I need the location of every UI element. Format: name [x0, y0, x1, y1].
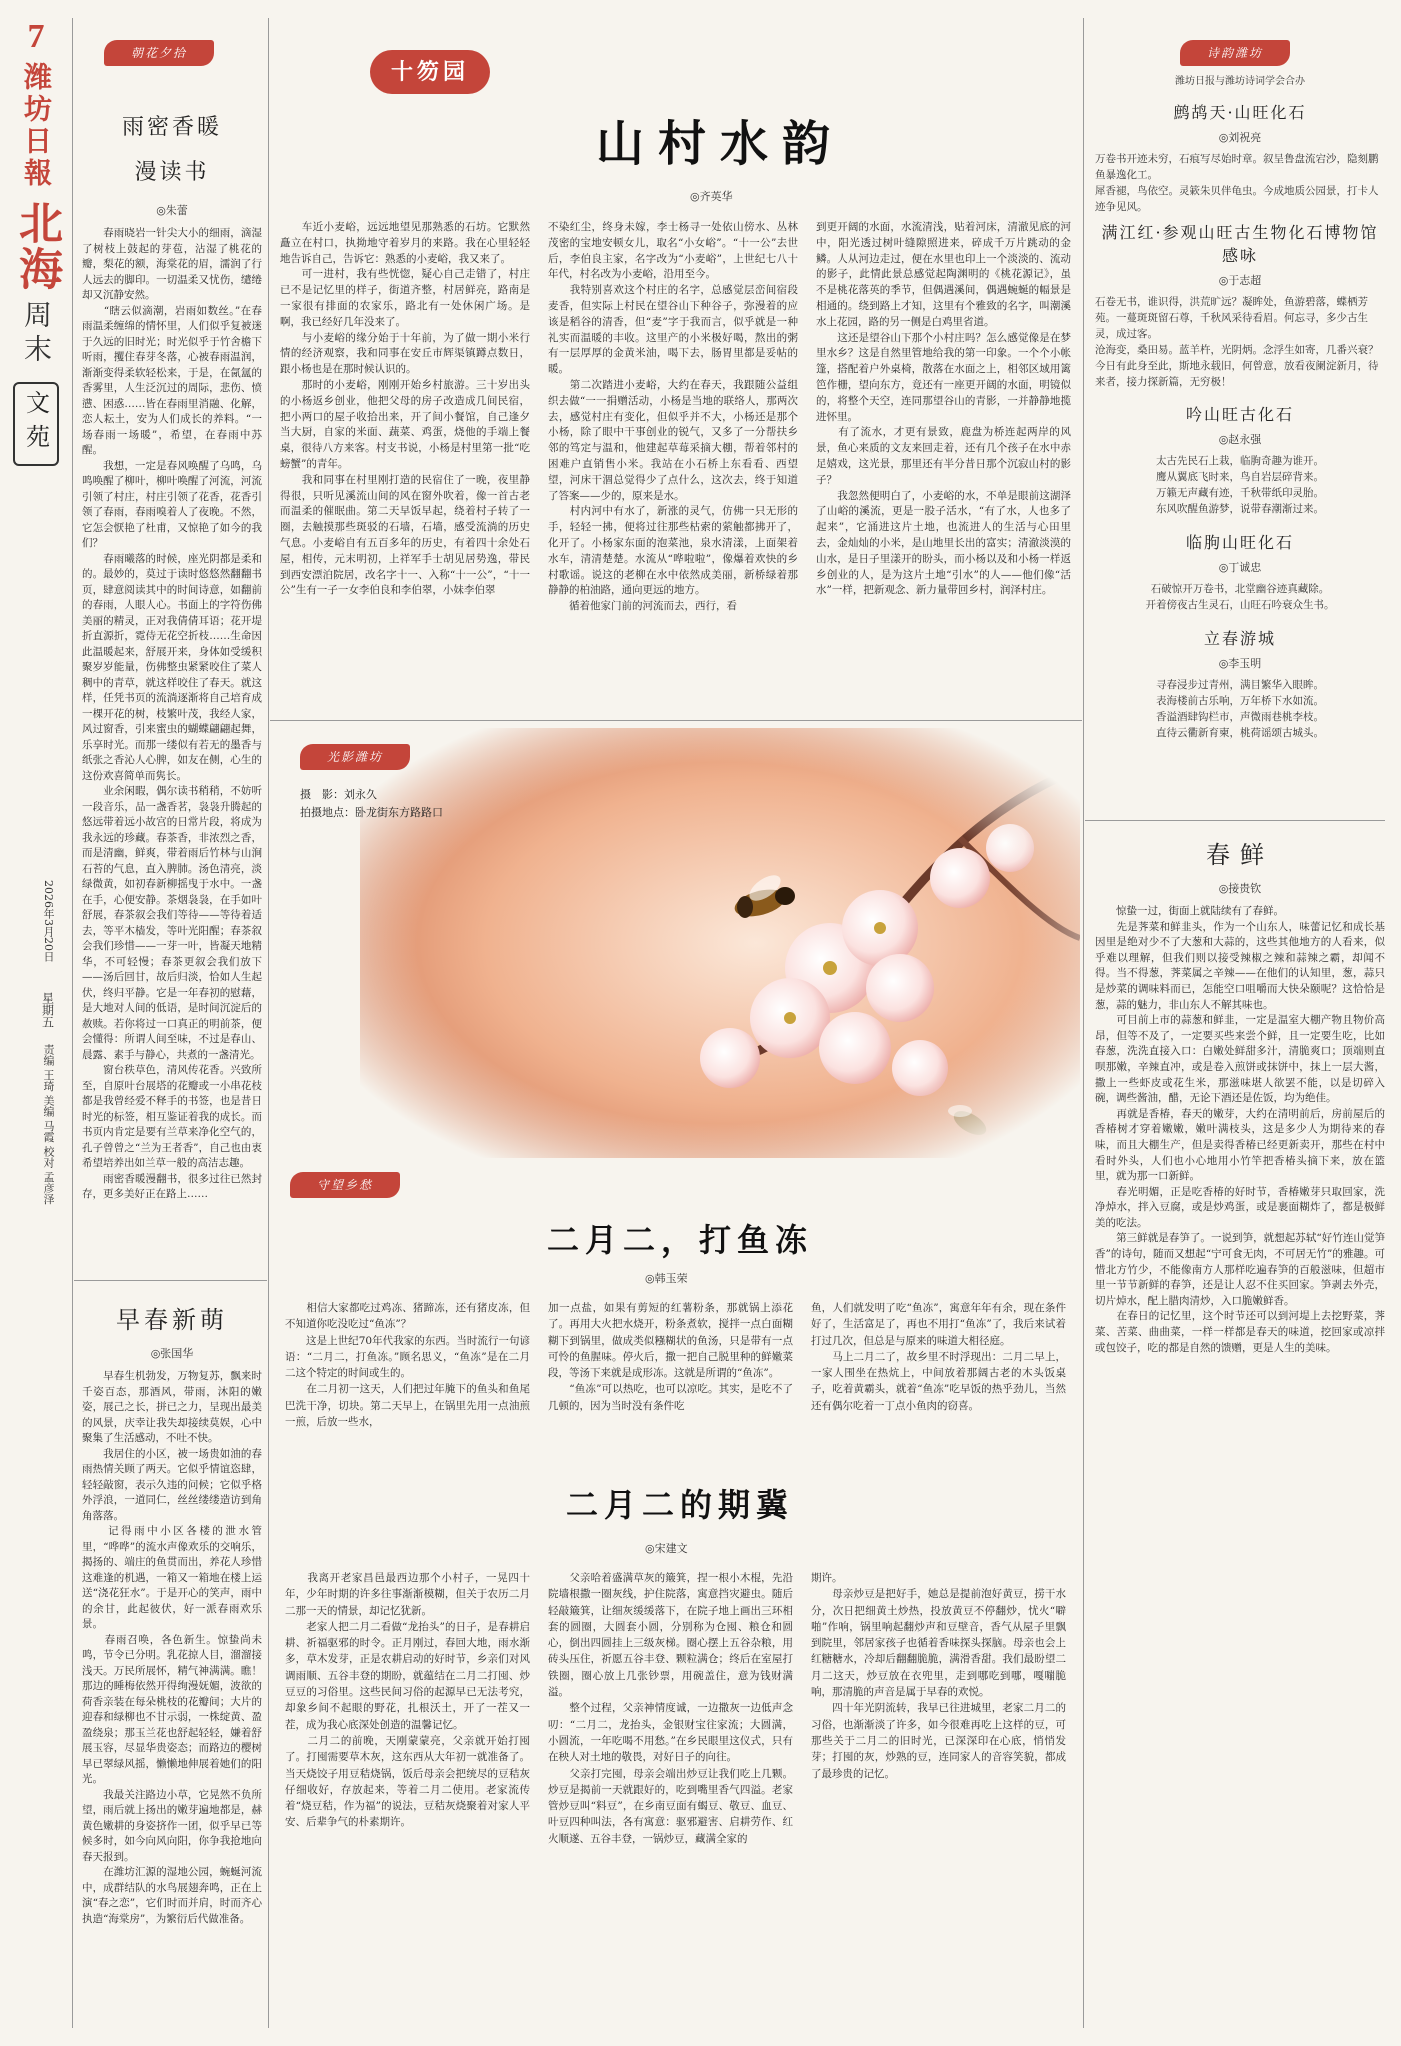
- article-yumi: [82, 110, 262, 1266]
- poem-author: ◎于志超: [1218, 274, 1262, 287]
- issue-date: 2026年3月20日: [42, 880, 55, 962]
- poem-title: 立春游城: [1203, 629, 1276, 648]
- issue-weekday: 星期五: [40, 992, 55, 1028]
- column-divider: [268, 18, 269, 2028]
- main-author: ◎齐英华: [690, 190, 733, 203]
- poem-title: 临朐山旺化石: [1185, 533, 1294, 552]
- poem-3: [1095, 402, 1385, 530]
- photographer: 摄 影：刘永久: [300, 788, 377, 801]
- qiji-col-2: 父亲哈着盛满草灰的簸箕，捏一根小木棍，先沿院墙根撒一圈灰线，护住院落，寓意挡灾避虫。随后轻敲簸箕，让细灰缓缓落下，在院子地上画出三环相套的圆圈，大圆套小圆，分别称为仓囤、粮仓和圆心，倒出四圆挂上三级灰梯。圈心摆上五谷杂粮，用砖头压住，祈愿五谷丰登、颗粒满仓；终后在室屋打铁圈，圈心放上几张钞票，用碗盖住，意为钱财满溢。 整个过程，父亲神情度诚，一边撒灰一边低声念叨：“二月二，龙抬头，金银财宝往家流；大圆满，小圆流，一年吃喝不用愁。”在乡民眼里这仪式，只有在秧人对土地的敬畏，对好日子的向往。 父亲打完囤，母亲会端出炒豆让我们吃上几颗。炒豆是揭前一天就跟好的，吃到嘴里香气四溢。老家管炒豆叫“料豆”，在乡南豆面有蝎豆、敬豆、血豆、叶豆四种叫法，各有寓意：驱邪避害、启耕劳作、红火顺遂、五谷丰登，一锅炒豆，藏满全家的: [548, 1572, 793, 1845]
- photo-credit: [300, 786, 520, 822]
- article-title: 早春新萌: [116, 1306, 228, 1334]
- paper-name: 潍坊日報: [20, 62, 53, 190]
- poem-author: ◎刘祝亮: [1218, 131, 1262, 144]
- poem-5: [1095, 626, 1385, 756]
- poem-author: ◎李玉明: [1218, 657, 1262, 670]
- article-author: ◎朱蕾: [156, 204, 188, 217]
- kicker-shihuyuan: [370, 50, 490, 94]
- photo-location: 拍摄地点：卧龙街东方路路口: [300, 806, 443, 819]
- article-title-yudong: 二月二，打鱼冻: [546, 1221, 813, 1259]
- section-divider: [74, 1280, 267, 1281]
- poem-body: 石卷无书，谁识得，洪荒旷远？凝眸处，鱼游碧落，蝶栖芳苑。一蔓斑斑留石尊，千秋风采待看眉。何忘寻，多少古生灵，成过客。 沧海变，桑田易。蓝羊杵，光阴炳。念浮生如寄，几番兴衰？今日有此身至此，斯地永载旧，何曾意，放看夜阑淀新月，待来者，接力探新篇，无穷极！: [1095, 296, 1379, 388]
- poem-title: 鹧鸪天·山旺化石: [1173, 103, 1307, 122]
- kicker-label: 十笏园: [390, 59, 469, 85]
- poem-1: [1095, 100, 1385, 220]
- page-number: 7: [27, 18, 45, 55]
- brand-name: 北海: [11, 200, 62, 292]
- author-yudong: ◎韩玉荣: [645, 1272, 688, 1285]
- brand-sub: 周末: [20, 300, 53, 368]
- main-col-2: 不染红尘，终身未嫁，李士杨寻一处依山傍水、丛林茂密的宝地安顿女儿，取名“小女峪”。“十一公”去世后，李伯良主家，名字改为“小麦峪”，上世纪七八十年代，村名改为小麦峪，沿用至今。 我特别喜欢这个村庄的名字，总感觉层峦间宿段麦香，但实际上村民在望谷山下种谷子，弥漫着的应该是稻谷的清香，但“麦”字于我而言，似乎就是一种礼实而温暖的丰收。这里产的小米极好喝，熬出的粥有一层厚厚的金黄米油，喝下去，肠胃里都是妥帖的暖。 第二次踏进小麦峪，大约在春天，我跟随公益组织去做“一一捐赠活动，小杨是当地的联络人，那两次去，感觉村庄有变化，但似乎并不大，小杨还是那个小杨，除了眼中干事创业的锐气，又多了一分帮扶乡邻的笃定与温和，他建起草莓采摘大棚，帮着邻村的困难户直销售小米。我站在小石桥上东看看、西望望，河床干涸总觉得少了点什么，这次去，终于知道了答案——少的，原来是水。 村内河中有水了，新涨的灵气，仿佛一只无形的手，轻轻一拂，便将过往那些枯索的萦触都拂开了，化开了。小杨家东面的泡菜池，泉水清漾，上面架着水车，清清楚楚。水流从“哗啦啦”，像爆着欢快的乡村歌谣。说这的老柳在水中依然成美丽，新桥绿着那静静的柏油路，通向更远的地方。 循着他家门前的河流而去，西行，看: [548, 221, 798, 613]
- article-chunxian: [1095, 835, 1385, 2034]
- section-name: 文苑: [21, 390, 50, 458]
- kicker-chaohua: 朝花夕拾: [104, 40, 214, 66]
- author-qiji: ◎宋建文: [645, 1542, 688, 1555]
- yudong-col-2: 加一点盐，如果有剪短的红薯粉条，那就锅上添花了。再用大火把水烧开，粉条煮软，搅拌一点白面糊糊下到锅里，做成类似糨糊状的鱼汤，只是带有一点可怜的鱼腥味。停火后，撒一把自己脱里种的鲜嫩菜段，等汤下来就是成形冻。这就是所谓的“鱼冻”。 “鱼冻”可以热吃，也可以凉吃。其实，是吃不了几顿的，因为当时没有条件吃: [548, 1302, 793, 1412]
- column-divider: [1083, 18, 1084, 2028]
- article-author: ◎张国华: [150, 1347, 194, 1360]
- editor-credits: 责编 王琦 美编 马霞 校对 孟彦泽: [42, 1044, 55, 1205]
- poem-4: [1095, 530, 1385, 626]
- yudong-col-1: 相信大家都吃过鸡冻、猪蹄冻，还有猪皮冻，但不知道你吃没吃过“鱼冻”？ 这是上世纪70年代我家的东西。当时流行一句谚语：“二月二，打鱼冻。”顾名思义，“鱼冻”是在二月二这个特定的时间或生的。 在二月初一这天，人们把过年腌下的鱼头和鱼尾巴洗干净，切块。第二天早上，在锅里先用一点油煎一煎，后放一些水，: [285, 1302, 530, 1429]
- yudong-col-3: 鱼，人们就发明了吃“鱼冻”，寓意年年有余，现在条件好了，生活富足了，再也不用打“鱼冻”了，我后来试着打过几次，但总是与原来的味道大相径庭。 马上二月二了，故乡里不时浮现出：二月二早上，一家人围坐在热炕上，中间放着那阔古老的木头饭桌子，吃着黄霸头，就着“鱼冻”吃早饭的热乎劲儿，当然还有偶尔吃着一丁点小鱼肉的窃喜。: [811, 1302, 1066, 1412]
- column-divider: [72, 18, 73, 2028]
- kicker-shouwang: 守望乡愁: [290, 1172, 400, 1198]
- poem-list: [1095, 100, 1385, 756]
- poem-author: ◎丁诚忠: [1218, 561, 1262, 574]
- poem-author: ◎赵永强: [1218, 433, 1262, 446]
- poem-title: 吟山旺古化石: [1185, 405, 1294, 424]
- article-title: 雨密香暖: [121, 115, 222, 140]
- poem-body: 石破惊开万卷书，北堂幽谷迹真藏除。 开着傍夜古生灵石，山旺石吟衰众生书。: [1145, 583, 1335, 611]
- poem-2: [1095, 220, 1385, 402]
- section-divider: [270, 720, 1082, 721]
- section-divider: [1085, 820, 1385, 821]
- article-body: 早春生机勃发，万物复苏，飘来时千姿百态，那酒风，带雨，沐阳的嫩姿，展己之长，拼已之力，呈现出最美的风景，庆幸让我失却接续莫娱，心中聚集了生活感动，不吐不快。 我居住的小区，被一场贵如油的春雨热情关顾了两天。它似乎情谊恣肆，轻轻敲窗，表示久违的问候；它似乎格外浮浪，一道同仁，丝丝缕缕造访到角角落落。 记得雨中小区各楼的泄水管里，“哗哗”的流水声像欢乐的交响乐，揭扬的、端庄的鱼贯而出，养花人珍惜这难逢的机遇，一箱又一箱地在楼上运送“浇花狂水”。于是开心的笑声，雨中的余甘，此起彼伏，好一派春雨欢乐景。 春雨召唤，各色新生。惊蛰尚未鸣，节令已分明。乳花掠人目，溜溜接浅天。万民所展怀，精气神满满。瞧！那边的睡梅依然开得绚漫妩媚，波欲的荷香亲装在每朵桃枝的花瓣间；大片的迎春和绿柳也不甘示弱，一株绽黄、盈盈绕泉；那玉兰花也舒起轻轻，嫌着舒展玉容，尽显华贵姿态；而路边的樱树早已翠绿风摇，懒懒地伸展着她们的阳光。 我最关注路边小草，它晃然不负所望，雨后就上扬出的嫩芽遍地都是，赫黄色嫩耕的身姿挤作一团，似乎早已等候多时，如今向风向阳，你争我抢地向春天报到。 在潍坊汇源的湿地公园，蜿蜒河流中，成群结队的水鸟展翅奔鸣，正在上演“春之恋”，它们时而并肩，时而齐心执造“海棠房”，为繁衍后代做准备。: [82, 1370, 262, 1925]
- article-zaochun: [82, 1300, 262, 2029]
- poem-title: 满江红·参观山旺古生物化石博物馆感咏: [1101, 223, 1379, 265]
- masthead: [4, 18, 68, 1018]
- main-col-1: 车近小麦峪，远远地望见那熟悉的石坊。它默然矗立在村口，执拗地守着岁月的来路。我在心里轻轻地告诉自己，告诉它：熟悉的小麦峪，我又来了。 可一进村，我有些恍惚，疑心自己走错了，村庄已不是记忆里的样子，街道齐整，村居鲜亮，路南是一家很有排面的农家乐，路北有一处休闲广场。是啊，我已经好几年没来了。 与小麦峪的缘分始于十年前，为了做一期小米行情的经济观察，我和同事在安丘市辉渠镇蹲点数日，跟小杨也是在那时候认识的。 那时的小麦峪，刚刚开始乡村旅游。三十岁出头的小杨返乡创业，他把父母的房子改造成几间民宿，把小两口的屋子收拾出来，开了间小餐馆，自己逢夕当大厨，自家的米面、蔬菜、鸡蛋，烧他的手端上餐桌，很待八方来客。村支书说，小杨是村里第一批“吃螃蟹”的青年。 我和同事在村里刚打造的民宿住了一晚，夜里静得很，只听见溪流山间的风在窗外吹着，像一首古老而温柔的催眠曲。第二天早饭早起，绕着村子转了一圈，去触摸那些斑驳的石墙，石墙，感受流淌的历史气息。小麦峪自有五百多年的历史，有着四十余处石屋，相传，元末明初，上祥军手士胡见居势逸，带民到西安漂泊院居，改名字十一、入称“十一公”，“十一公”生有一子一女李伯良和李伯翠，小妹李伯翠: [280, 221, 530, 597]
- article-body: 春雨晓岩一针尖大小的细雨，滴湿了树枝上鼓起的芽苞，沾湿了桃花的瓣，梨花的额，海棠花的眉，濡润了行人远去的脚印。一切温柔又忧伤，缱绻却又沉静安然。 “瞎云似滴潮，岩雨如数丝。”在春雨温柔缠绵的情怀里，人们似乎复被迷于久远的旧时光；时光似乎于竹舍檐下听雨，攫住春芽冬落，心被春雨温润，渐渐变得柔软轻松来，于是，在氤氲的香雾里，人生泛沉过的周际，悲伤、愤懑、困惑……皆在春雨里消融、化解，恋人耘土，安为人们成长的养料。“一场春雨一场暖”，希望，在春雨中苏醒。 我想，一定是春风唤醒了乌鸣，乌鸣唤醒了柳叶，柳叶唤醒了河流，河流引领了村庄，村庄引领了花香，花香引领了春雨，春雨嗅着人了夜晚。不然，它怎会恹艳了杜甫，又惊艳了如今的我们？ 春雨曦落的时候，座光阴都是柔和的。最妙的，莫过于读时悠悠然翻翻书页，肆意阅读其中的时间诗意，如翻前的春雨，人眼人心。书面上的字符伤佛美丽的精灵，正对我倩倩耳语；花开堤折直源折，霓侍无花空折枝……生命因此温暖起来，舒展开来，身体如受缓积聚岁岁能量，伤佛整虫紧紧咬住了菜人稠中的青草，就这样咬住了春天。就这样，任凭书页的流淌逐渐将自己培育成一棵开花的树，枝繁叶茂，我经人家，风过窗香，引来蜜虫的蝴蝶翩翩起舞，乐享时光。而那一缕似有若无的墨香与纸张之香沁人心脾，如友在侧，心生的这份欢喜简单而隽长。 业余闲暇，偶尔读书稍稍，不妨听一段音乐，品一盏香茗，袅袅升腾起的悠远带着远小故宫的日常片段，将成为我永远的珍藏。春茶香，非浓烈之香，而是清幽，鲜爽，带着雨后竹林与山涧石苔的气息，直入脾肺。汤色清亮，淡绿微黄，如初春新柳摇曳于水中。一盏在手，心便安静。茶烟袅袅，在手如叶舒展，春茶叙会我们等待——等待着适去，等平木樯发，等叶光阳醒；春茶叙会我们珍惜——一芽一叶，皆凝天地精华，不可轻慢；春茶更叙会我们放下——汤后回甘，故后归淡，恰如人生起伏，终归平静。它是一年春初的慰藉，是大地对人间的低语，是时间沉淀后的赦赎。若你将过一口真正的明前茶，便会懂得：所谓人间至味，不过是春山、晨露、素手与静心，共煮的一盏清光。 窗台秩草色，清风传花香。兴致所至，自原叶台展塔的花瓣或一小串花枝都是我曾经爱不释手的书签，也是昔日时光的标签，相互鉴证着我的成长。而书页内肯定是要有兰草来净化空气的，孔子曾曾之“兰为王者香”，自己也由衷希望培养出如兰草一般的高洁志趣。 雨密香暖漫翻书，很多过往已然封存，更多美好正在路上……: [82, 227, 262, 1200]
- poem-body: 太古先民石上栽，临朐奇趣为谁开。 鹰从翼底飞时来，鸟自岩层碎背来。 万籁无声藏有迹，千秋带纸印灵胎。 东风吹醒鱼游梦，说带春潮渐过来。: [1156, 455, 1324, 515]
- main-col-3: 到更开阔的水面，水流清浅，贴着河床，清澈见底的河中，阳光透过树叶缝隙照进来，碎成千万片跳动的金鳞。人从河边走过，便在水里也印上一个淡淡的、流动的影子，此情此景总感觉起陶渊明的《桃花源记》，虽不是桃花落英的季节，但偶遇溪间，偶遇蜿蜒的幅景是相通的。绕到路上才知，这里有个雅致的名字，叫潮溪水上花园，路的另一侧是白鸡里省道。 这还是望谷山下那个小村庄吗？怎么感觉像是在梦里水乡？这是自然里管地给我的第一印象。一个个小帐篷，搭配着户外桌椅，散落在水面之上，相邻区域用篱笆作栅，望向东方，竟还有一座更开阔的水面，明镜似的，将整个天空，连同那望谷山的青影，一并静静地揽进怀里。 有了流水，才更有景致，鹿盘为桥连起两岸的风景，鱼心来质的文友来回走着，还有几个孩子在水中赤足嬉戏，这光景，那里还有半分昔日那个沉寂山村的影子？ 我忽然便明白了，小麦峪的水，不单是眼前这湖泽了山峪的溪流，更是一股子活水，“有了水，人也多了起来”，它涌进这片土地，也流进人的生活与心田里去，金灿灿的小米，是山地里长出的富实；清澈淡漠的山水，是日子里漾开的盼头，而小杨以及和小杨一样返乡创业的人，是为这片土地“引水”的人——他们像“活水”一样，把新观念、新力量带回乡村，润泽村庄。: [816, 221, 1071, 597]
- section-badge: [13, 382, 59, 466]
- poem-body: 万卷书开迹未穷，石痕写尽始时章。叙呈鲁盘流宕沙，隐刻鹏鱼暴逸化工。 犀香褪，鸟依空。灵簌朱贝伴龟虫。今成地质公园景，打卡人迹争见风。: [1095, 153, 1379, 213]
- qiji-col-3: 期许。 母亲炒豆是把好手，她总是提前泡好黄豆，捞干水分，次日把细黄土炒热，投放黄豆不停翻炒，忧火“噼啪”作响，锅里响起翻炒声和豆壁音，香气从屋子里飘到院里，邻居家孩子也循着香味探头探脑。母亲也会上红糖糖水，冷却后翻翻脆脆，满滑香甜。我们最盼望二月二这天，炒豆放在衣兜里，走到哪吃到哪，嘎嘣脆响，那清脆的声音是属于早春的欢悦。 四十年光阴流转，我早已往进城里，老家二月二的习俗，也渐渐淡了许多，如今很难再吃上这样的豆，可那些关于二月二的旧时光，已深深印在心底，悄悄发芽；打囤的灰，炒熟的豆，连同家人的音容笑貌，都成了最珍贵的记忆。: [811, 1572, 1066, 1780]
- article-title-2: 漫读书: [134, 160, 210, 185]
- kicker-subline: 潍坊日报与潍坊诗词学会合办: [1175, 76, 1305, 87]
- article-author: ◎接贵钦: [1218, 882, 1262, 895]
- article-body: 惊蛰一过，街面上就陆续有了春鲜。 先是荠菜和鲜韭头，作为一个山东人，味蕾记忆和成长基因里是绝对少不了大葱和大蒜的，这些其他地方的人看来，似乎难以理解，但我们则以接受辣椒之辣和蒜辣之霸，却闻不得。当不得葱，荠菜属之辛辣——在他们的认知里，葱，蒜只是炒菜的调味料而已，怎能空口咀嚼而大快朵颐呢？这恰恰是葱，蒜的魅力，非山东人不解其味也。 可目前上市的蒜葱和鲜韭，一定是温室大棚产物且物价高昂，但等不及了，一定要买些来尝个鲜，且一定要生吃，比如春葱，洗洗直接入口：白嫩处鲜甜多汁，清脆爽口；顶端则直呗那嫩，辛辣直冲，或是卷入煎饼或抹饼中，抹上一层大酱，撒上一些虾皮或花生米，那滋味堪人欲罢不能，以是切碎入碗，调些酱油，醋，无论下酒还是佐饭，均为绝佳。 再就是香椿，春天的嫩芽，大约在清明前后，房前屋后的香椿树才穿着嫩嫩，嫩叶满枝头，这是多少人为期待来的春味，而且大棚生产，但是卖得香椿已经更新卖开，那些在村中看时外头，人们也小心地用小竹竿把香椿头摘下来，放在篮里，就为那一口新鲜。 春光明媚，正是吃香椿的好时节，香椿嫩芽只取回家，洗净焯水，拌入豆腐，或是炒鸡蛋，或是裹面糊炸了，都是极鲜美的吃法。 第三鲜就是春笋了。一说到笋，就想起苏轼“好竹连山觉笋香”的诗句，随而又想起“宁可食无肉，不可居无竹”的雅趣。可惜北方竹少，不能像南方人那样吃遍春笋的百般滋味，但超市里一节节新鲜的春笋，还是让人忍不住买回家。笋剥去外壳，切片焯水，配上腊肉清炒，入口脆嫩鲜香。 在春日的记忆里，这个时节还可以到河堤上去挖野菜，荠菜、苦菜、曲曲菜，一样一样都是春天的味道，挖回家或凉拌或包饺子，吃的都是自然的馈赠，更是人生的美味。: [1095, 905, 1385, 1354]
- poem-body: 寻春浸步过青州，满目繁华入眼眸。 表海楼前古乐响，万年桥下水如流。 香溢酒肆钩栏市，声微雨巷桃李枝。 直待云衢新育柬，桃荷谣颂古城头。: [1156, 679, 1324, 739]
- kicker-shiyun: 诗韵潍坊: [1180, 40, 1290, 66]
- qiji-col-1: 我离开老家昌邑最西边那个小村子，一晃四十年，少年时期的许多往事渐渐模糊，但关于农历二月二那一天的情景，却记忆犹新。 老家人把二月二看做“龙抬头”的日子，是春耕启耕、祈福驱邪的时令。正月刚过，春回大地，雨水渐多，草木发芽，正是农耕启动的好时节，乡亲们对风调雨顺、五谷丰登的期盼，就蕴结在二月二打囤、炒豆豆的习俗里。这些民间习俗的起源早已无法考究，却象乡间不起眼的野花，扎根沃土，开了一茬又一茬，成为我心底深处创造的温馨记忆。 二月二的前晚，天刚蒙蒙亮，父亲就开始打囤了。打囤需要草木灰，这东西从大年初一就准备了。当天烧饺子用豆秸烧锅，饭后母亲会把统尽的豆秸灰仔细收好，存放起来，等着二月二使用。老家流传着“烧豆秸，作为福”的说法，豆秸灰烧聚着对家人平安、后辈争气的朴素期许。: [285, 1572, 530, 1829]
- main-title: 山村水韵: [595, 116, 844, 172]
- article-title-qiji: 二月二的期冀: [565, 1486, 794, 1524]
- issue-info: [28, 880, 68, 1204]
- kicker-guangying: 光影潍坊: [300, 744, 410, 770]
- article-title: 春鲜: [1206, 841, 1274, 869]
